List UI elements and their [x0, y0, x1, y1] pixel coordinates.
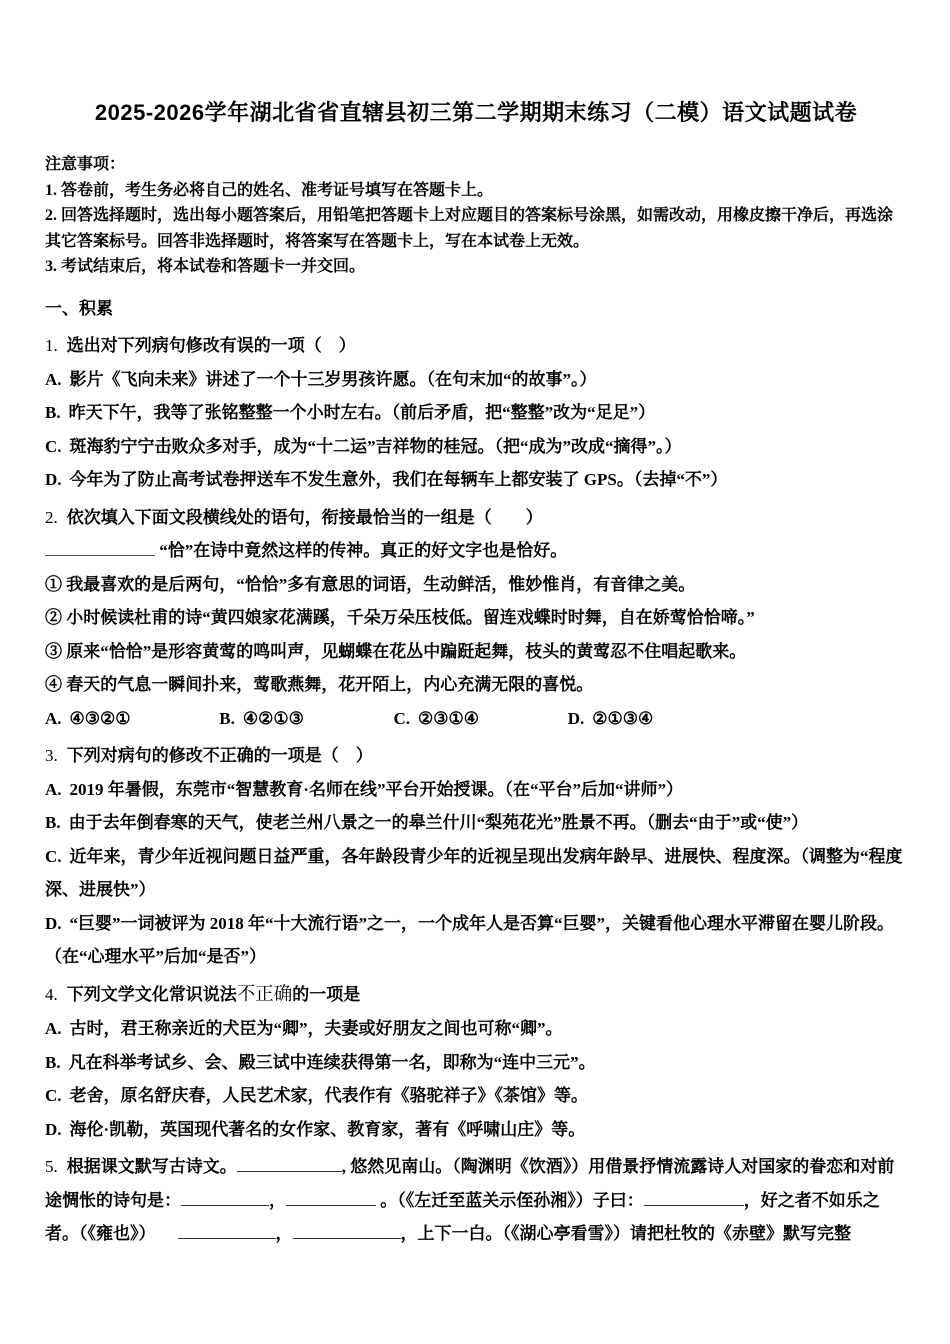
option-label: B. [45, 403, 61, 422]
fill-blank [644, 1203, 744, 1206]
fill-blank [45, 553, 155, 556]
option-label: C. [45, 846, 62, 866]
question-2-heading [45, 501, 907, 535]
option-text: 今年为了防止高考试卷押送车不发生意外，我们在每辆车上都安装了 GPS。（去掉“不”） [69, 470, 728, 489]
choice-b [219, 702, 389, 736]
question-2-item-2: ② 小时候读杜甫的诗“黄四娘家花满蹊，千朵万朵压枝低。留连戏蝶时时舞，自在娇莺恰恰啼。” [45, 608, 755, 627]
question-3-option-a [45, 773, 907, 807]
fill-blank [178, 1236, 276, 1239]
question-3-prompt: 下列对病句的修改不正确的一项是（ ） [66, 746, 373, 765]
question-3-option-d [45, 907, 907, 974]
option-label: A. [45, 1019, 62, 1038]
question-4-prompt-after: 的一项是 [292, 984, 361, 1004]
passage-text: “恰”在诗中竟然这样的传神。真正的好文字也是恰好。 [159, 541, 568, 560]
option-text: 影片《飞向未来》讲述了一个十三岁男孩许愿。（在句末加“的故事”。） [69, 369, 597, 389]
question-4-number: 4. [45, 984, 58, 1004]
option-text: 海伦·凯勒，英国现代著名的女作家、教育家，著有《呼啸山庄》等。 [69, 1119, 586, 1139]
option-text: 凡在科举考试乡、会、殿三试中连续获得第一名，即称为“连中三元”。 [68, 1052, 596, 1072]
question-1-option-a [45, 363, 907, 397]
option-text: 近年来，青少年近视问题日益严重，各年龄段青少年的近视呈现出发病年龄早、进展快、程度深。（调整为“程度深、进展快”） [45, 846, 903, 899]
question-4-option-b [45, 1046, 907, 1080]
question-1-option-b [45, 396, 907, 430]
option-label: B. [219, 708, 235, 728]
choice-d [568, 702, 654, 736]
question-2-item-4: ④ 春天的气息一瞬间扑来，莺歌燕舞，花开陌上，内心充满无限的喜悦。 [45, 675, 594, 694]
question-4-option-d [45, 1113, 907, 1147]
option-label: C. [45, 1086, 62, 1105]
option-label: B. [45, 813, 61, 832]
question-1-heading [45, 329, 907, 363]
option-label: D. [45, 1119, 62, 1139]
exam-body [45, 292, 907, 1251]
option-label: D. [567, 708, 585, 728]
question-4-option-a [45, 1012, 907, 1046]
option-label: B. [45, 1052, 61, 1072]
question-4-option-c [45, 1079, 907, 1113]
question-2-item-3: ③ 原来“恰恰”是形容黄莺的鸣叫声，见蝴蝶在花丛中蹁跹起舞，枝头的黄莺忍不住唱起歌来。 [45, 641, 747, 661]
option-label: A. [45, 369, 62, 389]
question-5-part-2: , 悠然见南山。（陶渊明《饮酒》）用借景抒情流露诗人对国家的眷恋和对前途惆怅的诗句是： [45, 1157, 895, 1210]
option-text: 昨天下午，我等了张铭整整一个小时左右。（前后矛盾，把“整整”改为“足足”） [68, 403, 656, 422]
page-title: 2025-2026学年湖北省省直辖县初三第二学期期末练习（二模）语文试题试卷 [94, 100, 858, 125]
notice-item-1: 1. 答卷前，考生务必将自己的姓名、准考证号填写在答题卡上。 [45, 181, 494, 199]
question-5-part-1: 根据课文默写古诗文。 [66, 1157, 237, 1176]
question-3-option-b [45, 806, 907, 840]
notice-item-2: 2. 回答选择题时，选出每小题答案后，用铅笔把答题卡上对应题目的答案标号涂黑，如需改动，用橡皮擦干净后，再选涂其它答案标号。回答非选择题时，将答案写在答题卡上，写在本试卷上无效。 [45, 207, 894, 250]
option-text: 斑海豹宁宁击败众多对手，成为“十二运”吉祥物的桂冠。（把“成为”改成“摘得”。） [69, 436, 682, 456]
section-heading: 一、积累 [45, 298, 113, 318]
question-2-choices-row [45, 702, 907, 736]
option-text: ②③①④ [418, 708, 479, 728]
question-5-part-5: ，好之者不如乐之者。（《雍也》） [45, 1190, 880, 1243]
option-text: 古时，君王称亲近的犬臣为“卿”，夫妻或好朋友之间也可称“卿”。 [69, 1019, 563, 1038]
fill-blank [181, 1203, 269, 1206]
option-label: A. [45, 779, 62, 799]
choice-a [45, 702, 215, 736]
option-label: C. [45, 436, 62, 456]
question-5-part-6: ， [275, 1224, 293, 1243]
question-2-number: 2. [45, 507, 58, 527]
question-5-number: 5. [45, 1157, 58, 1176]
question-1-number: 1. [45, 336, 58, 355]
question-3-heading [45, 739, 907, 773]
option-text: 由于去年倒春寒的天气，使老兰州八景之一的皋兰什川“梨苑花光”胜景不再。（删去“由于”或“使”） [68, 813, 809, 832]
option-label: C. [393, 708, 411, 728]
question-5-part-4: 。（《左迁至蓝关示侄孙湘》）子曰： [376, 1190, 644, 1210]
option-text: ④③②① [69, 708, 131, 728]
fill-blank [293, 1236, 401, 1239]
notice-item-3: 3. 考试结束后，将本试卷和答题卡一并交回。 [45, 258, 366, 275]
question-5-part-7: ，上下一白。（《湖心亭看雪》）请把杜牧的《赤壁》默写完整 [400, 1224, 851, 1243]
option-text: 老舍，原名舒庆春，人民艺术家，代表作有《骆驼祥子》《茶馆》等。 [69, 1086, 589, 1105]
question-3-option-c [45, 840, 907, 907]
exam-notices [45, 152, 907, 280]
question-1-option-d [45, 463, 907, 497]
question-1-prompt: 选出对下列病句修改有误的一项（ ） [66, 336, 356, 355]
fill-blank [237, 1169, 342, 1172]
option-text: 2019 年暑假，东莞市“智慧教育·名师在线”平台开始授课。（在“平台”后加“讲师”） [69, 779, 683, 799]
choice-c [394, 702, 564, 736]
question-2-prompt: 依次填入下面文段横线处的语句，衔接最恰当的一组是（ ） [66, 507, 543, 527]
notices-heading: 注意事项： [45, 156, 126, 173]
option-text: ④②①③ [242, 708, 304, 728]
question-2-passage [45, 534, 907, 568]
question-5 [45, 1150, 907, 1251]
question-4-prompt-emphasis: 不正确 [236, 984, 293, 1005]
option-label: D. [45, 470, 62, 489]
option-text: ②①③④ [592, 708, 654, 728]
question-4-prompt-before: 下列文学文化常识说法 [66, 984, 237, 1004]
fill-blank [286, 1203, 376, 1206]
question-1-option-c [45, 430, 907, 464]
option-label: D. [45, 913, 62, 933]
option-label: A. [45, 708, 62, 728]
question-5-part-3: ， [269, 1190, 286, 1210]
option-text: “巨婴”一词被评为 2018 年“十大流行语”之一，一个成年人是否算“巨婴”，关键看他心理水平滞留在婴儿阶段。（在“心理水平”后加“是否”） [45, 913, 895, 966]
question-4-heading [45, 978, 907, 1013]
question-2-item-1: ① 我最喜欢的是后两句，“恰恰”多有意思的词语，生动鲜活，惟妙惟肖，有音律之美。 [45, 574, 696, 594]
question-3-number: 3. [45, 746, 58, 765]
